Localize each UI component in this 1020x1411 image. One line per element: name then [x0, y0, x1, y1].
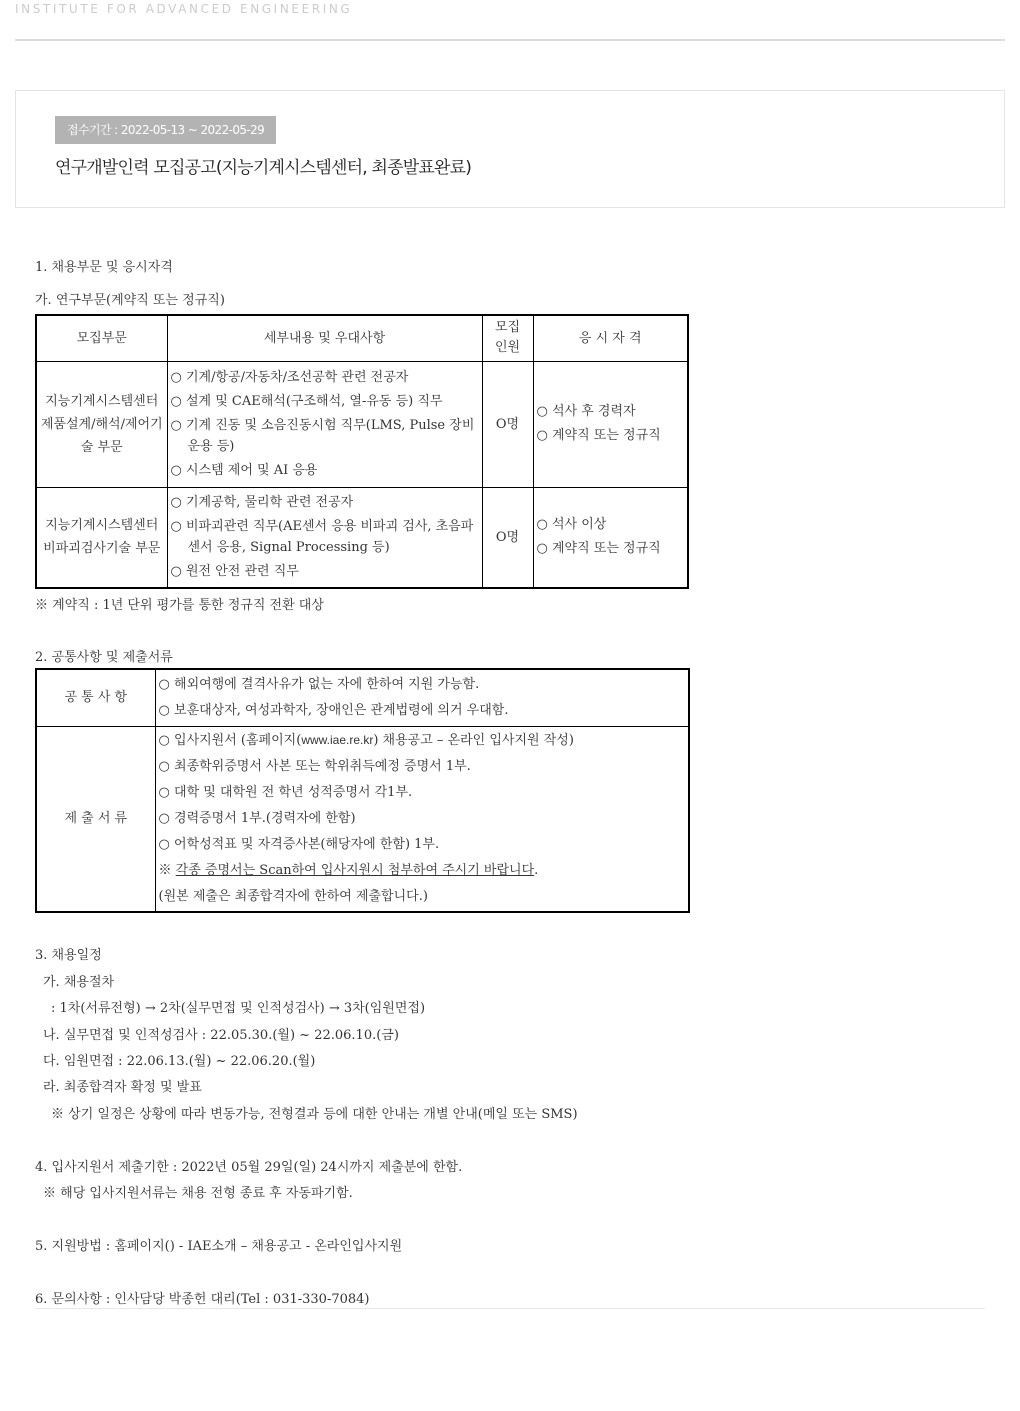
header-detail: 세부내용 및 우대사항 [167, 315, 482, 361]
position-details: ○ 기계/항공/자동차/조선공학 관련 전공자 ○ 설계 및 CAE해석(구조해석, 열-유동 등) 직무 ○ 기계 진동 및 소음진동시험 직무(LMS, Pulse 장비 운용 등) ○ 시스템 제어 및 AI 응용 [167, 361, 482, 487]
schedule-line: 나. 실무면접 및 인적성검사 : 22.05.30.(월) ~ 22.06.10.(금) [43, 1028, 399, 1043]
common-items: ○ 해외여행에 결격사유가 없는 자에 한하여 지원 가능함. ○ 보훈대상자, 여성과학자, 장애인은 관계법령에 의거 우대함. [155, 669, 689, 726]
section-1-heading: 1. 채용부문 및 응시자격 [35, 260, 173, 275]
research-positions-table [35, 314, 689, 589]
position-count: O명 [482, 487, 533, 588]
table-row [36, 726, 689, 912]
position-qualification: ○ 석사 후 경력자 ○ 계약직 또는 정규직 [533, 361, 688, 487]
section-4-heading: 4. 입사지원서 제출기한 : 2022년 05월 29일(일) 24시까지 제출분에 한함. [35, 1160, 463, 1175]
position-count: O명 [482, 361, 533, 487]
table-row [36, 669, 689, 726]
post-title: 연구개발인력 모집공고(지능기계시스템센터, 최종발표완료) [55, 158, 472, 178]
section-1-subheading: 가. 연구부문(계약직 또는 정규직) [35, 293, 225, 308]
schedule-line: 가. 채용절차 [43, 975, 115, 990]
header-field: 모집부문 [36, 315, 167, 361]
schedule-note: ※ 상기 일정은 상황에 따라 변동가능, 전형결과 등에 대한 안내는 개별 안내(메일 또는 SMS) [51, 1107, 578, 1122]
documents-label: 제 출 서 류 [36, 726, 155, 912]
table-row [36, 361, 688, 487]
position-field: 지능기계시스템센터 비파괴검사기술 부문 [36, 487, 167, 588]
position-details: ○ 기계공학, 물리학 관련 전공자 ○ 비파괴관련 직무(AE센서 응용 비파괴 검사, 초음파 센서 응용, Signal Processing 등) ○ 원전 안전 관련 직무 [167, 487, 482, 588]
application-period-badge: 접수기간 : 2022-05-13 ~ 2022-05-29 [55, 116, 276, 144]
section-5-heading: 5. 지원방법 : 홈페이지() - IAE소개 – 채용공고 - 온라인입사지원 [35, 1239, 403, 1254]
site-subtitle: INSTITUTE FOR ADVANCED ENGINEERING [15, 2, 353, 16]
table-row [36, 487, 688, 588]
position-qualification: ○ 석사 이상 ○ 계약직 또는 정규직 [533, 487, 688, 588]
section-2-heading: 2. 공통사항 및 제출서류 [35, 650, 173, 665]
notice-info-box [15, 90, 1005, 208]
position-field: 지능기계시스템센터 제품설계/해석/제어기 술 부문 [36, 361, 167, 487]
table-header-row [36, 315, 688, 361]
section-4-note: ※ 해당 입사지원서류는 채용 전형 종료 후 자동파기함. [43, 1186, 353, 1201]
common-label: 공 통 사 항 [36, 669, 155, 726]
requirements-table [35, 668, 690, 913]
contract-note: ※ 계약직 : 1년 단위 평가를 통한 정규직 전환 대상 [35, 598, 324, 613]
documents-items: ○ 입사지원서 (홈페이지(www.iae.re.kr) 채용공고 – 온라인 입사지원 작성) ○ 최종학위증명서 사본 또는 학위취득예정 증명서 1부. ○ 대학 및 대학원 전 학년 성적증명서 각1부. ○ 경력증명서 1부.(경력자에 한함) ○ 어학성적표 및 자격증사본(해당자에 한함) 1부. ※ 각종 증명서는 Scan하여 입사지원시 첨부하여 주시기 바랍니다. (원본 제출은 최종합격자에 한하여 제출합니다.) [155, 726, 689, 912]
site-header [15, 0, 1005, 41]
header-qualification: 응 시 자 격 [533, 315, 688, 361]
section-3-heading: 3. 채용일정 [35, 948, 102, 963]
schedule-line: : 1차(서류전형) → 2차(실무면접 및 인적성검사) → 3차(임원면접) [51, 1001, 426, 1016]
section-6-heading: 6. 문의사항 : 인사담당 박종헌 대리(Tel : 031-330-7084) [35, 1292, 370, 1307]
header-count: 모집 인원 [482, 315, 533, 361]
schedule-line: 다. 임원면접 : 22.06.13.(월) ~ 22.06.20.(월) [43, 1054, 316, 1069]
schedule-line: 라. 최종합격자 확정 및 발표 [43, 1080, 202, 1095]
bottom-divider [35, 1308, 985, 1309]
